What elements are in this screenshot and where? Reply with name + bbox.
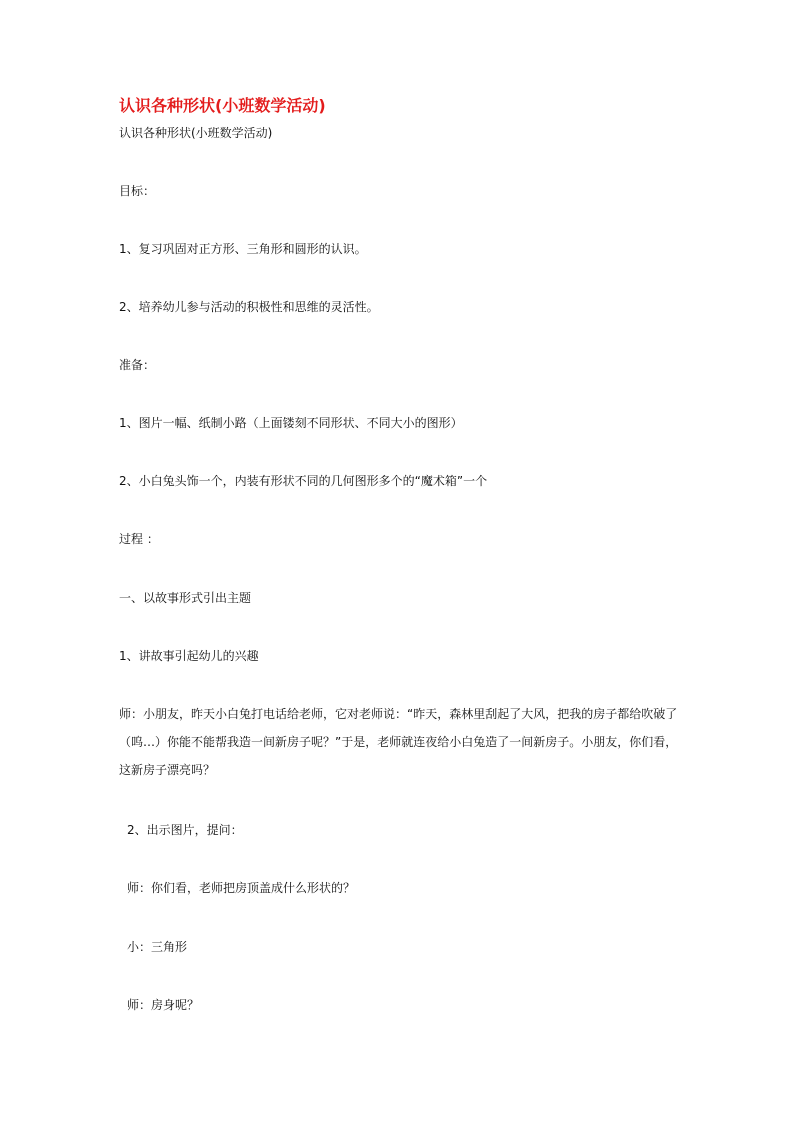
- goal-item-2: 2、培养幼儿参与活动的积极性和思维的灵活性。: [119, 300, 379, 314]
- step-2: 2、出示图片，提问：: [127, 823, 243, 837]
- section-heading-1: 一、以故事形式引出主题: [119, 591, 252, 605]
- step-1: 1、讲故事引起幼儿的兴趣: [119, 649, 259, 663]
- dialogue-answer-1: 小：三角形: [127, 940, 188, 954]
- prep-item-1: 1、图片一幅、纸制小路（上面镂刻不同形状、不同大小的图形）: [119, 416, 463, 430]
- document-subtitle: 认识各种形状(小班数学活动): [119, 126, 273, 140]
- prep-item-2: 2、小白兔头饰一个，内装有形状不同的几何图形多个的“魔术箱”一个: [119, 474, 488, 488]
- prep-heading: 准备：: [119, 358, 156, 372]
- dialogue-question-2: 师：房身呢？: [127, 998, 200, 1012]
- process-heading: 过程 ：: [119, 532, 159, 546]
- document-title: 认识各种形状(小班数学活动): [119, 96, 326, 115]
- story-paragraph: 师：小朋友，昨天小白兔打电话给老师，它对老师说：“昨天，森林里刮起了大风，把我的房子都给吹破了（呜…）你能不能帮我造一间新房子呢？”于是，老师就连夜给小白兔造了一间新房子。小朋友，你们看，这新房子漂亮吗？: [119, 707, 678, 777]
- dialogue-question-1: 师：你们看，老师把房顶盖成什么形状的？: [127, 881, 356, 895]
- goal-item-1: 1、复习巩固对正方形、三角形和圆形的认识。: [119, 242, 367, 256]
- goals-heading: 目标：: [119, 184, 156, 198]
